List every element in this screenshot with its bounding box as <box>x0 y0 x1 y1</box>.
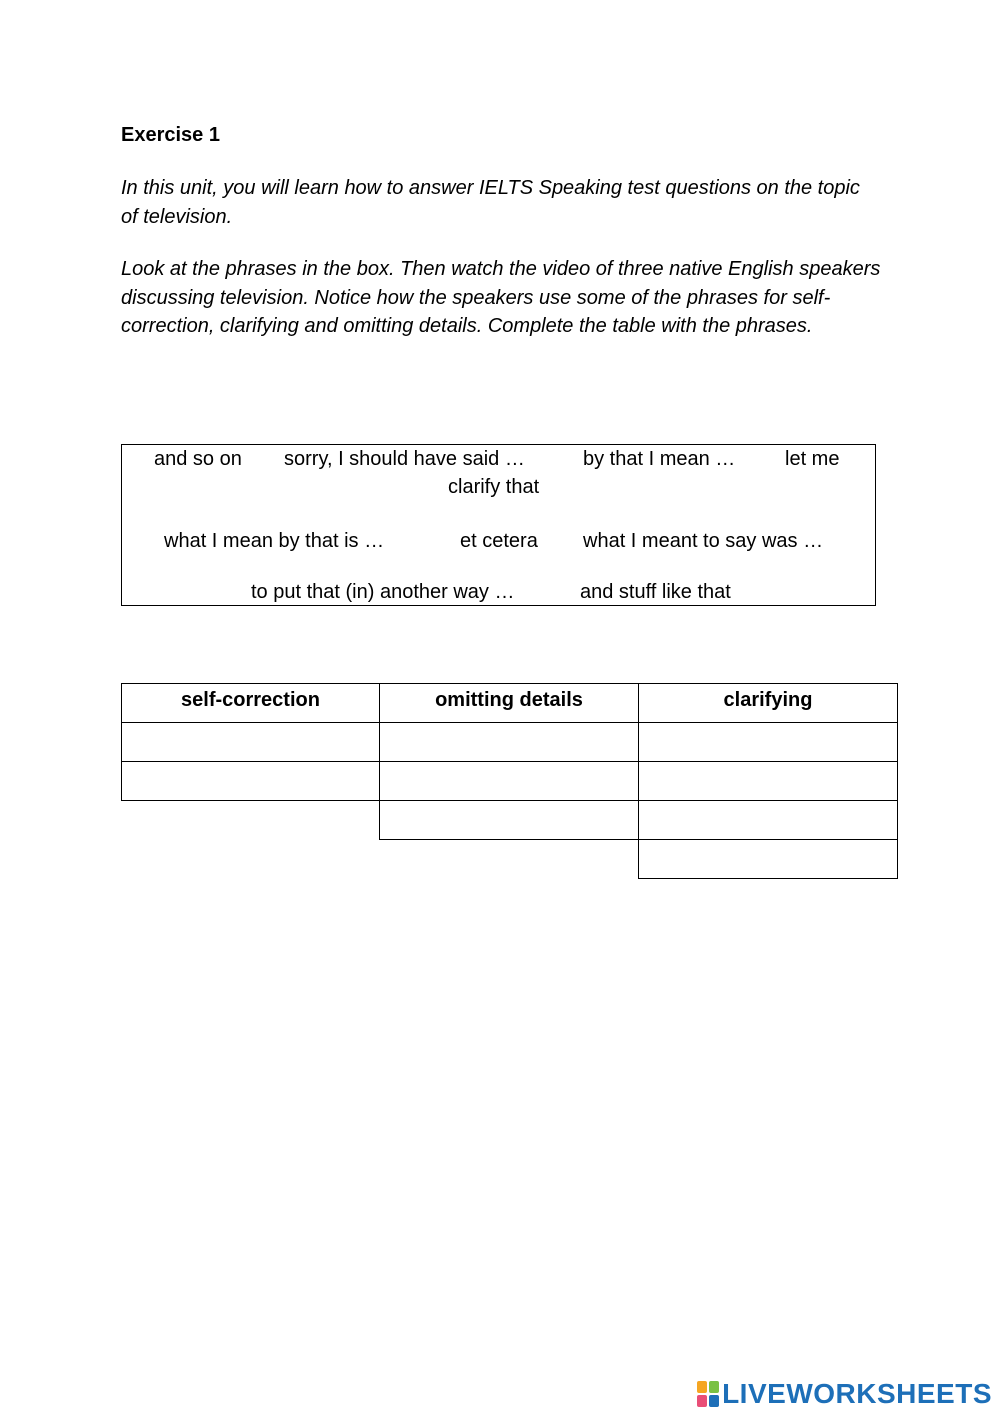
phrase-box <box>121 444 876 606</box>
answer-cell[interactable] <box>379 722 639 762</box>
phrase-item: sorry, I should have said … <box>284 448 525 470</box>
intro-text: In this unit, you will learn how to answer IELTS Speaking test questions on the topic of television. <box>121 177 860 228</box>
answer-cell[interactable] <box>638 800 898 840</box>
liveworksheets-logo <box>697 1378 992 1410</box>
phrase-item: to put that (in) another way … <box>251 581 515 603</box>
phrase-item: and so on <box>154 448 242 470</box>
phrase-item: what I mean by that is … <box>164 530 385 552</box>
logo-text: LIVEWORKSHEETS <box>722 1378 992 1409</box>
phrase-item: and stuff like that <box>580 581 731 603</box>
phrase-item: et cetera <box>460 530 538 552</box>
column-header-omitting-details: omitting details <box>379 683 639 723</box>
answer-cell[interactable] <box>638 761 898 801</box>
answer-cell[interactable] <box>638 839 898 879</box>
answer-cell[interactable] <box>379 761 639 801</box>
column-header-self-correction: self-correction <box>121 683 380 723</box>
answer-cell[interactable] <box>638 722 898 762</box>
phrase-item: clarify that <box>448 476 540 498</box>
phrase-item: let me <box>785 448 840 470</box>
phrase-item: by that I mean … <box>583 448 736 470</box>
answer-table <box>121 683 898 879</box>
answer-cell[interactable] <box>121 722 380 762</box>
exercise-heading: Exercise 1 <box>121 124 220 146</box>
column-header-clarifying: clarifying <box>638 683 898 723</box>
liveworksheets-logo-icon <box>697 1381 719 1407</box>
answer-cell[interactable] <box>121 761 380 801</box>
phrase-item: what I meant to say was … <box>583 530 824 552</box>
instructions-text: Look at the phrases in the box. Then watch the video of three native English speakers discussing television. Notice how the speakers use some of the phrases for self-correction, clarifying and omitting details. Complete the table with the phrases. <box>121 258 881 337</box>
answer-cell[interactable] <box>379 800 639 840</box>
